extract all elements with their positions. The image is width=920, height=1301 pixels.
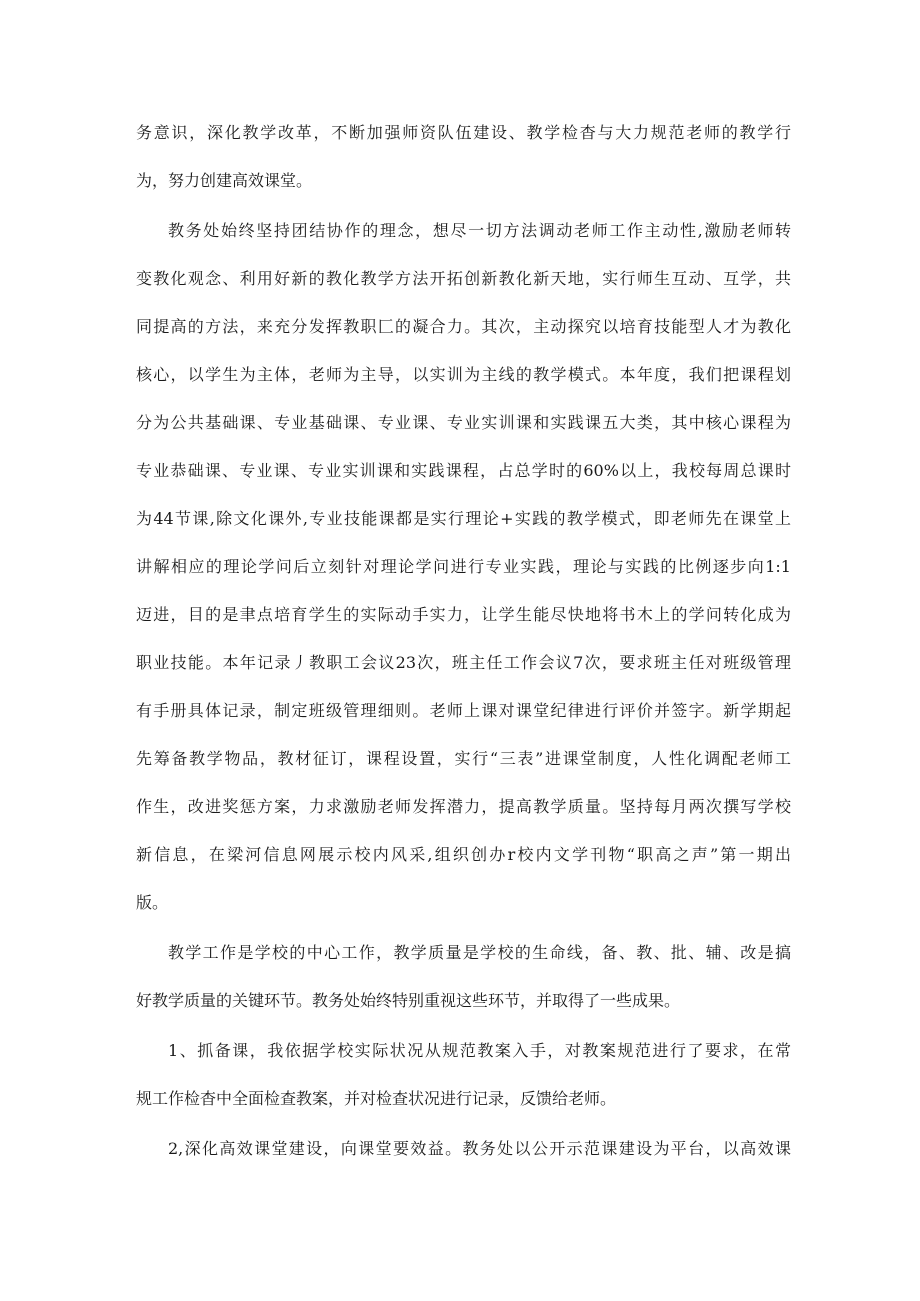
paragraph-start-line: 教学工作是学校的中心工作，教学质量是学校的生命线，备、教、批、辅、改是搞 [168,943,791,962]
text-line: 作生，改进奖惩方案，力求激励老师发挥潜力，提高教学质量。坚持每月两次撰写学校 [136,797,791,816]
text-line: 新信息，在梁河信息网展示校内风采,组织创办r校内文学刊物“职高之声”第一期出 [136,845,791,864]
text-line: 好教学质量的关键环节。教务处始终特别重视这些环节，并取得了一些成果。 [136,991,681,1010]
text-line: 有手册具体记录，制定班级管理细则。老师上课对课堂纪律进行评价并签字。新学期起 [136,701,791,720]
text-line: 为44节课,除文化课外,专业技能课都是实行理论+实践的教学模式，即老师先在课堂上 [136,509,791,528]
text-line: 专业恭础课、专业课、专业实训课和实践课程，占总学时的60%以上，我校每周总课时 [136,461,791,480]
paragraph-start-line: 2,深化高效课堂建设，向课堂要效益。教务处以公开示范课建设为平台，以高效课 [168,1139,791,1158]
text-line: 规工作检杳中全面检查教案，并对检查状况进行记录，反馈给老师。 [136,1089,617,1108]
paragraph-start-line: 1、抓备课，我依据学校实际状况从规范教案入手，对教案规范进行了要求，在常 [168,1041,791,1060]
text-line: 迈进，目的是聿点培育学生的实际动手实力，让学生能尽快地将书木上的学问转化成为 [136,605,791,624]
text-line: 务意识，深化教学改革，不断加强师资队伍建设、教学检杳与大力规范老师的教学行 [136,123,791,142]
text-line: 讲解相应的理论学问后立刻针对理论学问进行专业实践，理论与实践的比例逐步向1:1 [136,557,791,576]
paragraph-start-line: 教务处始终坚持团结协作的理念，想尽一切方法调动老师工作主动性,激励老师转 [168,221,791,240]
text-line: 同提高的方法，来充分发挥教职匚的凝合力。其次，主动探究以培育技能型人才为教化 [136,317,791,336]
text-line: 版。 [136,893,169,912]
text-line: 变教化观念、利用好新的教化教学方法开拓创新教化新天地，实行师生互动、互学，共 [136,269,791,288]
text-line: 为，努力创建高效课堂。 [136,171,313,190]
text-line: 核心，以学生为主体，老师为主导，以实训为主线的教学模式。本年度，我们把课程划 [136,365,791,384]
text-line: 先筹备教学物品，教材征订，课程设置，实行“三表”进课堂制度，人性化调配老师工 [136,749,791,768]
text-line: 分为公共基础课、专业基础课、专业课、专业实训课和实践课五大类，其中核心课程为 [136,413,791,432]
text-line: 职业技能。本年记录丿教职工会议23次，班主任工作会议7次，要求班主任对班级管理 [136,653,791,672]
